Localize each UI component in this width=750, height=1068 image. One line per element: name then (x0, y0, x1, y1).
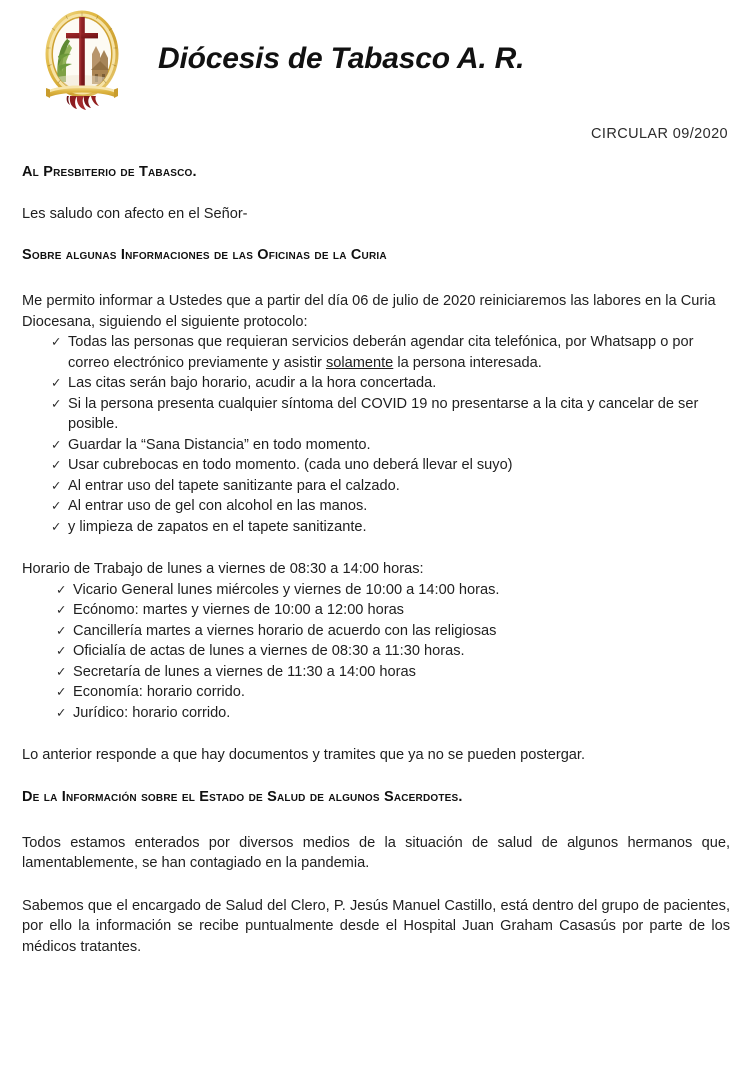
list-item-label: y limpieza de zapatos en el tapete sanitizante. (68, 518, 367, 535)
check-icon: ✓ (56, 705, 67, 720)
check-icon: ✓ (51, 396, 62, 411)
list-item-label: Ecónomo: martes y viernes de 10:00 a 12:00 horas (73, 602, 404, 619)
greeting-paragraph: Les saludo con afecto en el Señor- (22, 205, 248, 222)
check-icon: ✓ (51, 376, 62, 391)
list-item-label: Secretaría de lunes a viernes de 11:30 a 14:00 horas (73, 663, 416, 680)
check-icon: ✓ (56, 664, 67, 679)
protocol-item-0-after: la persona interesada. (393, 354, 542, 371)
page-title: Diócesis de Tabasco A. R. (158, 42, 525, 75)
section-two-paragraph-two: Sabemos que el encargado de Salud del Clero, P. Jesús Manuel Castillo, está dentro del grupo de pacientes, por ello la información se recibe puntualmente desde el Hospital Juan Graham Casasús por parte de los médicos tratantes. (22, 897, 730, 955)
list-item-label: Guardar la “Sana Distancia” en todo momento. (68, 436, 371, 453)
check-icon: ✓ (56, 644, 67, 659)
check-icon: ✓ (51, 458, 62, 473)
list-item (56, 641, 730, 662)
spacer (22, 265, 730, 291)
circular-number: CIRCULAR 09/2020 (591, 126, 728, 142)
list-item (51, 373, 730, 394)
list-item-label: Jurídico: horario corrido. (73, 704, 231, 721)
spacer (22, 537, 730, 559)
list-item (56, 621, 730, 642)
list-item (56, 580, 730, 601)
document-header (0, 0, 750, 118)
list-item (51, 332, 730, 373)
list-item-label: Vicario General lunes miércoles y viernes de 10:00 a 14:00 horas. (73, 581, 500, 598)
check-icon: ✓ (51, 335, 62, 350)
list-item (51, 455, 730, 476)
list-item-label: Las citas serán bajo horario, acudir a la hora concertada. (68, 375, 437, 392)
check-icon: ✓ (56, 582, 67, 597)
list-item (56, 662, 730, 683)
list-item-label: Cancillería martes a viernes horario de acuerdo con las religiosas (73, 622, 497, 639)
list-item (51, 496, 730, 517)
list-item (56, 703, 730, 724)
spacer (22, 182, 730, 204)
spacer (22, 807, 730, 833)
addressee-heading: Al Presbiterio de Tabasco. (22, 164, 197, 180)
check-icon: ✓ (56, 603, 67, 618)
list-item-label: Usar cubrebocas en todo momento. (cada uno deberá llevar el suyo) (68, 457, 513, 474)
list-item (51, 394, 730, 435)
schedule-intro: Horario de Trabajo de lunes a viernes de 08:30 a 14:00 horas: (22, 561, 424, 578)
section-one-heading: Sobre algunas Informaciones de las Oficinas de la Curia (22, 247, 387, 264)
protocol-item-0-before: Todas las personas que requieran servicios deberán agendar cita telefónica, por Whatsapp o por correo electrónico previamente y asistir (68, 334, 694, 371)
spacer (22, 224, 730, 246)
check-icon: ✓ (51, 478, 62, 493)
list-item-label: Economía: horario corrido. (73, 684, 245, 701)
list-item (56, 600, 730, 621)
check-icon: ✓ (51, 437, 62, 452)
protocol-item-0-underlined: solamente (325, 354, 394, 371)
section-two-paragraph-one: Todos estamos enterados por diversos medios de la situación de salud de algunos hermanos que, lamentablemente, se han contagiado en la pandemia. (22, 834, 730, 872)
list-item (56, 682, 730, 703)
diocese-crest-icon (36, 8, 128, 112)
document-body (22, 163, 730, 957)
section-one-intro: Me permito informar a Ustedes que a partir del día 06 de julio de 2020 reiniciaremos las labores en la Curia Diocesana, siguiendo el siguiente protocolo: (22, 293, 716, 330)
list-item-label: Al entrar uso de gel con alcohol en las manos. (68, 498, 368, 515)
list-item-label: Si la persona presenta cualquier síntoma del COVID 19 no presentarse a la cita y cancelar de ser posible. (68, 395, 699, 433)
list-item (51, 435, 730, 456)
list-item-label: Al entrar uso del tapete sanitizante para el calzado. (68, 477, 400, 494)
check-icon: ✓ (56, 623, 67, 638)
section-one-closing: Lo anterior responde a que hay documentos y tramites que ya no se pueden postergar. (22, 747, 586, 764)
spacer (22, 874, 730, 896)
list-item-label: Oficialía de actas de lunes a viernes de 08:30 a 11:30 horas. (73, 643, 465, 660)
spacer (22, 766, 730, 788)
check-icon: ✓ (51, 499, 62, 514)
check-icon: ✓ (51, 519, 62, 534)
schedule-list (22, 580, 730, 724)
check-icon: ✓ (56, 685, 67, 700)
protocol-list (22, 332, 730, 537)
list-item (51, 517, 730, 538)
spacer (22, 723, 730, 745)
list-item-label (68, 334, 693, 371)
section-two-heading: De la Información sobre el Estado de Salud de algunos Sacerdotes. (22, 788, 463, 805)
list-item (51, 476, 730, 497)
